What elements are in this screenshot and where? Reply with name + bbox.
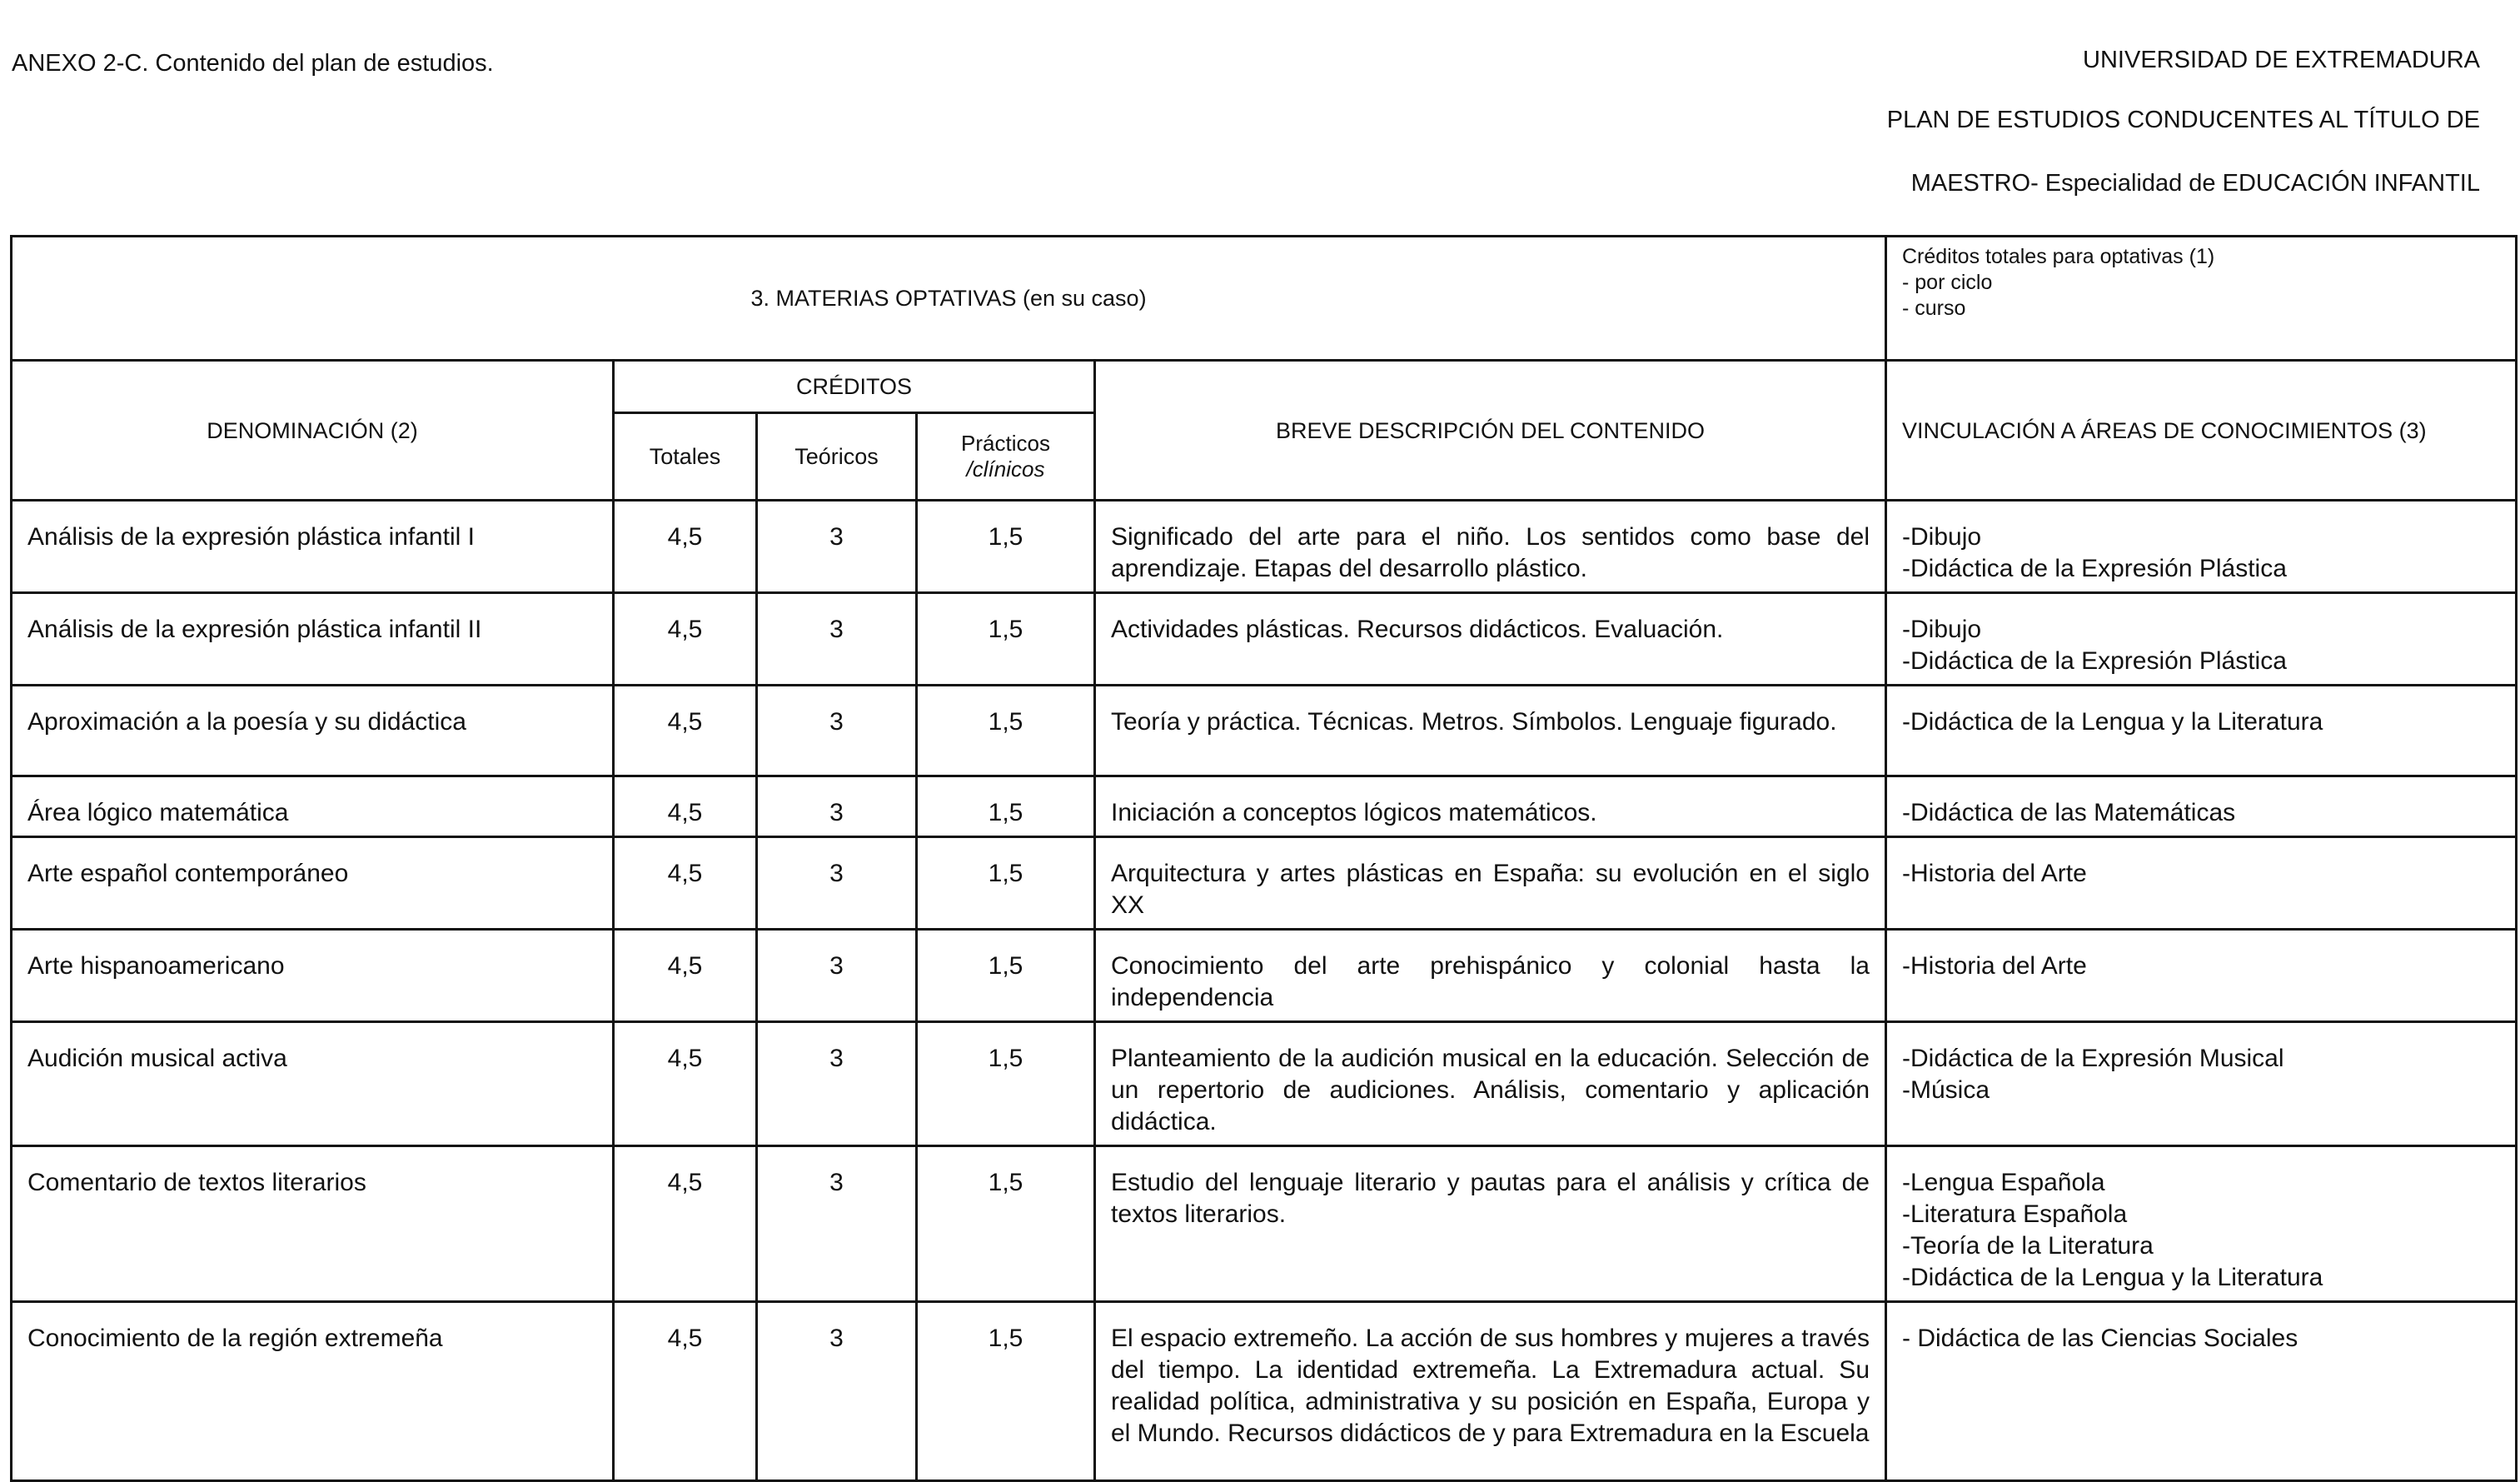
knowledge-areas: [1886, 1022, 2517, 1146]
knowledge-area: -Didáctica de la Lengua y la Literatura: [1902, 708, 2323, 736]
credits-practice: 1,5: [917, 1022, 1095, 1146]
subject-name: Análisis de la expresión plástica infantil I: [12, 501, 614, 593]
knowledge-area: -Teoría de la Literatura: [1902, 1232, 2154, 1260]
credits-practice: 1,5: [917, 837, 1095, 930]
credits-theory: 3: [757, 686, 917, 776]
subject-name: Arte hispanoamericano: [12, 930, 614, 1022]
knowledge-areas: [1886, 930, 2517, 1022]
knowledge-area: -Historia del Arte: [1902, 860, 2087, 887]
subject-name: Análisis de la expresión plástica infantil II: [12, 593, 614, 686]
header-vinculacion: VINCULACIÓN A ÁREAS DE CONOCIMIENTOS (3): [1886, 361, 2517, 501]
credits-theory: 3: [757, 837, 917, 930]
table-row: [12, 930, 2517, 1022]
knowledge-areas: [1886, 593, 2517, 686]
knowledge-areas: [1886, 776, 2517, 837]
table-row: [12, 776, 2517, 837]
content-description: Estudio del lenguaje literario y pautas para el análisis y crítica de textos literarios.: [1095, 1146, 1886, 1302]
plan-title-line-1: PLAN DE ESTUDIOS CONDUCENTES AL TÍTULO DE: [1886, 107, 2480, 133]
subject-name: Área lógico matemática: [12, 776, 614, 837]
subject-name: Audición musical activa: [12, 1022, 614, 1146]
table-row: [12, 593, 2517, 686]
knowledge-areas: [1886, 1146, 2517, 1302]
credits-total: 4,5: [614, 1302, 757, 1481]
knowledge-area: -Didáctica de la Expresión Musical: [1902, 1045, 2284, 1072]
credits-total: 4,5: [614, 837, 757, 930]
credits-practice: 1,5: [917, 776, 1095, 837]
knowledge-area: -Dibujo: [1902, 616, 1982, 643]
header-creditos: CRÉDITOS: [614, 361, 1095, 413]
knowledge-areas: [1886, 686, 2517, 776]
content-description: Actividades plásticas. Recursos didácticos. Evaluación.: [1095, 593, 1886, 686]
knowledge-area: -Lengua Española: [1902, 1169, 2105, 1196]
content-description: Significado del arte para el niño. Los sentidos como base del aprendizaje. Etapas del desarrollo plástico.: [1095, 501, 1886, 593]
knowledge-area: -Historia del Arte: [1902, 952, 2087, 980]
knowledge-areas: [1886, 1302, 2517, 1481]
subject-name: Comentario de textos literarios: [12, 1146, 614, 1302]
total-credits-per-course: - curso: [1902, 297, 1966, 320]
credits-total: 4,5: [614, 686, 757, 776]
credits-theory: 3: [757, 1146, 917, 1302]
header-denominacion: DENOMINACIÓN (2): [12, 361, 614, 501]
total-credits-label: Créditos totales para optativas (1): [1902, 245, 2215, 268]
header-practicos-line2: /clínicos: [966, 457, 1045, 482]
table-row: [12, 501, 2517, 593]
header-practicos-line1: Prácticos: [961, 431, 1050, 456]
credits-total: 4,5: [614, 1022, 757, 1146]
university-name: UNIVERSIDAD DE EXTREMADURA: [2083, 47, 2480, 73]
knowledge-areas: [1886, 837, 2517, 930]
total-credits-box: [1886, 237, 2517, 361]
content-description: Conocimiento del arte prehispánico y colonial hasta la independencia: [1095, 930, 1886, 1022]
credits-practice: 1,5: [917, 1302, 1095, 1481]
credits-theory: 3: [757, 1302, 917, 1481]
subject-name: Arte español contemporáneo: [12, 837, 614, 930]
knowledge-area: -Didáctica de la Lengua y la Literatura: [1902, 1264, 2323, 1291]
header-descripcion: BREVE DESCRIPCIÓN DEL CONTENIDO: [1095, 361, 1886, 501]
knowledge-area: -Música: [1902, 1076, 1990, 1104]
credits-total: 4,5: [614, 930, 757, 1022]
table-row: [12, 1302, 2517, 1481]
table-row: [12, 837, 2517, 930]
credits-practice: 1,5: [917, 930, 1095, 1022]
optional-subjects-table: [10, 235, 2518, 1482]
total-credits-per-cycle: - por ciclo: [1902, 271, 1993, 294]
table-row: [12, 686, 2517, 776]
knowledge-area: - Didáctica de las Ciencias Sociales: [1902, 1325, 2298, 1352]
content-description: El espacio extremeño. La acción de sus hombres y mujeres a través del tiempo. La identidad extremeña. La Extremadura actual. Su realidad política, administrativa y su posición en España, Europa y el Mundo. Recursos didácticos de y para Extremadura en la Escuela: [1095, 1302, 1886, 1481]
subject-name: Aproximación a la poesía y su didáctica: [12, 686, 614, 776]
credits-theory: 3: [757, 593, 917, 686]
credits-practice: 1,5: [917, 501, 1095, 593]
document-annex-title: ANEXO 2-C. Contenido del plan de estudios.: [12, 50, 494, 77]
credits-total: 4,5: [614, 776, 757, 837]
credits-theory: 3: [757, 930, 917, 1022]
table-row: [12, 1022, 2517, 1146]
section-title: 3. MATERIAS OPTATIVAS (en su caso): [12, 237, 1886, 361]
credits-theory: 3: [757, 1022, 917, 1146]
credits-practice: 1,5: [917, 1146, 1095, 1302]
table-row: [12, 1146, 2517, 1302]
subject-name: Conocimiento de la región extremeña: [12, 1302, 614, 1481]
credits-theory: 3: [757, 776, 917, 837]
header-practicos: [917, 413, 1095, 501]
credits-practice: 1,5: [917, 593, 1095, 686]
knowledge-area: -Didáctica de las Matemáticas: [1902, 799, 2236, 826]
content-description: Planteamiento de la audición musical en la educación. Selección de un repertorio de audiciones. Análisis, comentario y aplicación didáctica.: [1095, 1022, 1886, 1146]
credits-total: 4,5: [614, 593, 757, 686]
credits-theory: 3: [757, 501, 917, 593]
credits-total: 4,5: [614, 501, 757, 593]
credits-total: 4,5: [614, 1146, 757, 1302]
content-description: Arquitectura y artes plásticas en España: su evolución en el siglo XX: [1095, 837, 1886, 930]
credits-practice: 1,5: [917, 686, 1095, 776]
header-totales: Totales: [614, 413, 757, 501]
plan-title-line-2: MAESTRO- Especialidad de EDUCACIÓN INFANTIL: [1910, 170, 2480, 197]
header-teoricos: Teóricos: [757, 413, 917, 501]
knowledge-area: -Didáctica de la Expresión Plástica: [1902, 555, 2287, 582]
content-description: Teoría y práctica. Técnicas. Metros. Símbolos. Lenguaje figurado.: [1095, 686, 1886, 776]
knowledge-area: -Didáctica de la Expresión Plástica: [1902, 647, 2287, 675]
knowledge-area: -Literatura Española: [1902, 1200, 2128, 1228]
content-description: Iniciación a conceptos lógicos matemáticos.: [1095, 776, 1886, 837]
knowledge-areas: [1886, 501, 2517, 593]
knowledge-area: -Dibujo: [1902, 523, 1982, 551]
